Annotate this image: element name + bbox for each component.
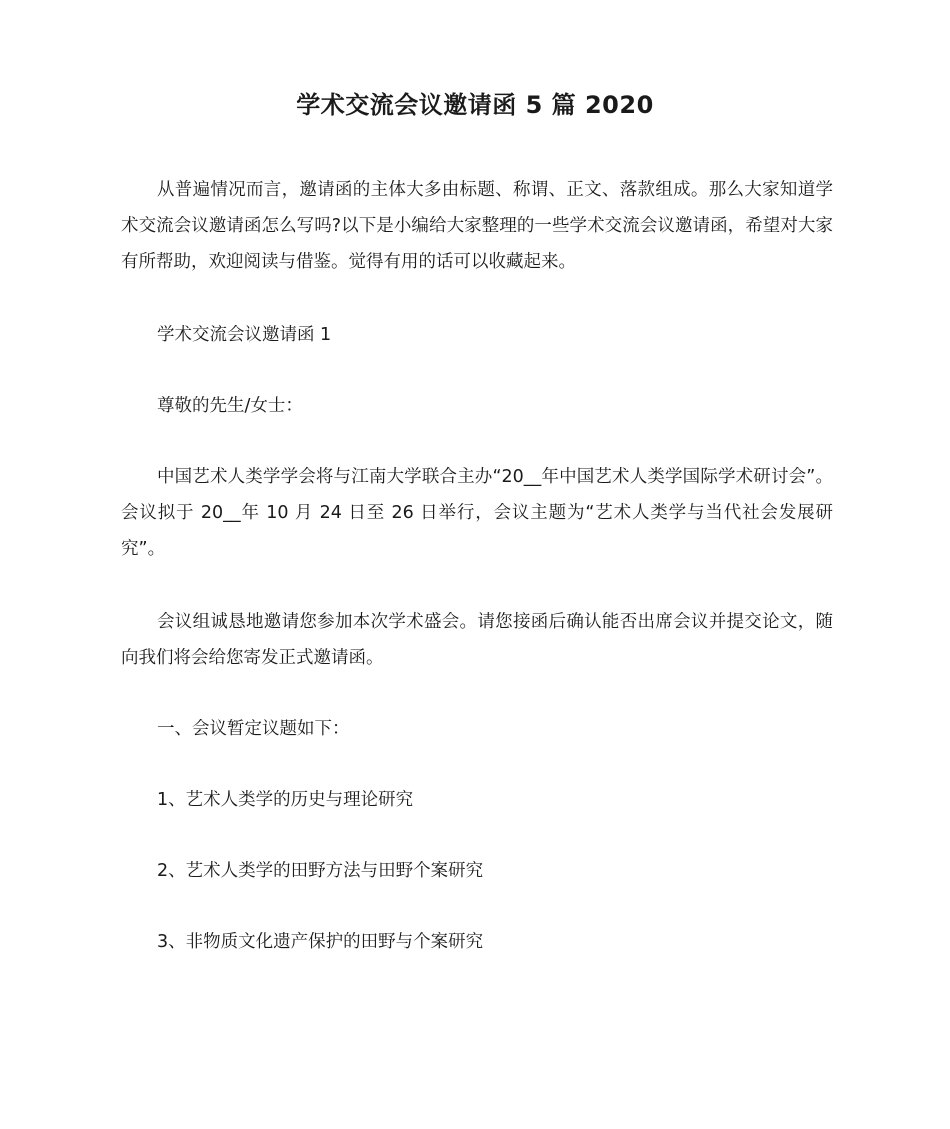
topic-item-1: 1、艺术人类学的历史与理论研究 xyxy=(157,790,414,810)
topic-item-2: 2、艺术人类学的田野方法与田野个案研究 xyxy=(157,861,484,881)
salutation: 尊敬的先生/女士： xyxy=(157,396,303,416)
section-heading: 学术交流会议邀请函 1 xyxy=(157,325,332,345)
intro-paragraph: 从普遍情况而言，邀请函的主体大多由标题、称谓、正文、落款组成。那么大家知道学术交流会议邀请函怎么写吗?以下是小编给大家整理的一些学术交流会议邀请函，希望对大家有所帮助，欢迎阅读与借鉴。觉得有用的话可以收藏起来。 xyxy=(121,180,833,272)
body-paragraph-2: 会议组诚恳地邀请您参加本次学术盛会。请您接函后确认能否出席会议并提交论文，随向我们将会给您寄发正式邀请函。 xyxy=(121,612,833,668)
body-paragraph-1: 中国艺术人类学学会将与江南大学联合主办“20__年中国艺术人类学国际学术研讨会”。会议拟于 20__年 10 月 24 日至 26 日举行，会议主题为“艺术人类学与当代社会发展研究”。 xyxy=(121,467,833,559)
topics-heading: 一、会议暂定议题如下： xyxy=(157,719,350,739)
topic-item-3: 3、非物质文化遗产保护的田野与个案研究 xyxy=(157,932,484,952)
document-title: 学术交流会议邀请函 5 篇 2020 xyxy=(296,91,654,119)
